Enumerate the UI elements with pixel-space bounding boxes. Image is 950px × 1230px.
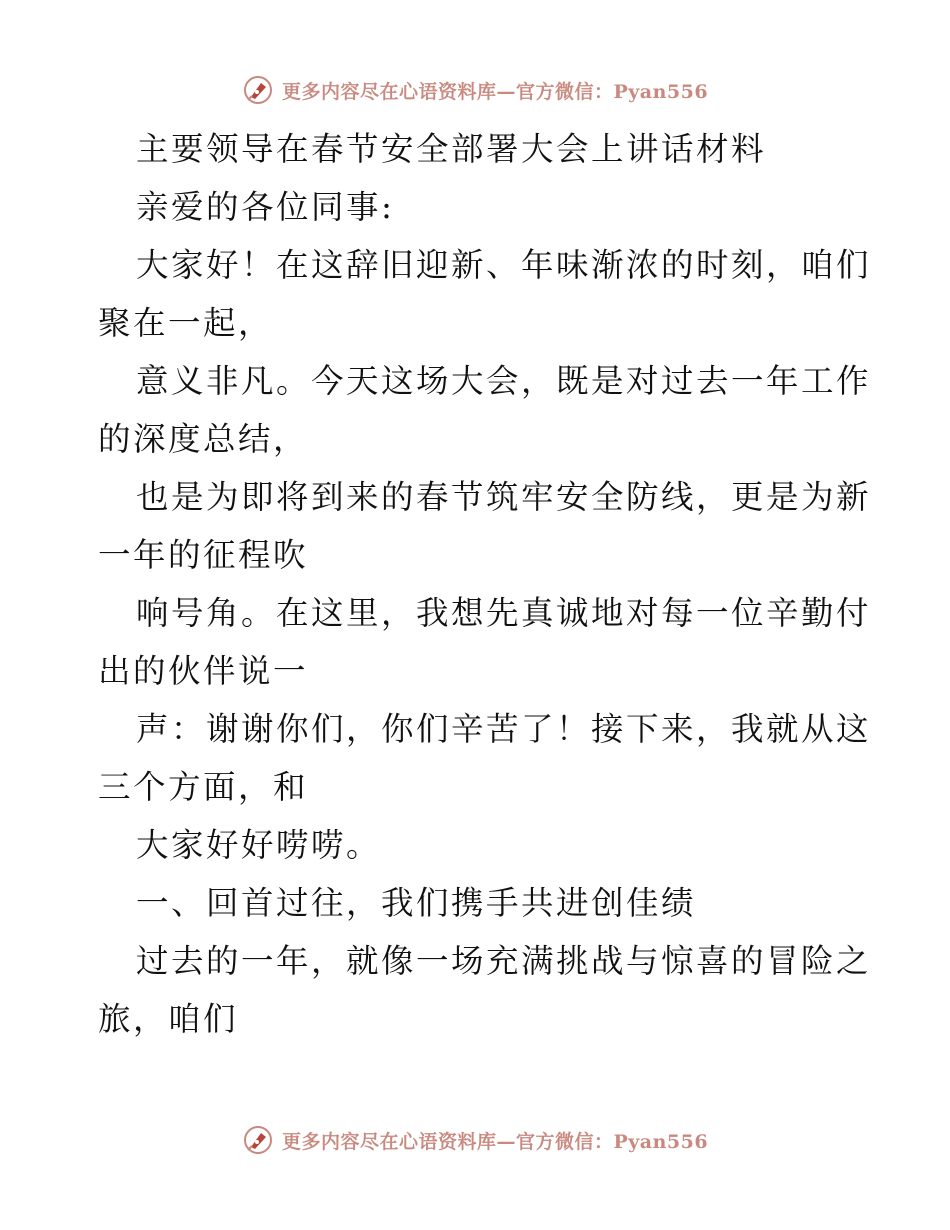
text-line: 过去的一年，就像一场充满挑战与惊喜的冒险之: [136, 942, 872, 980]
text-line: 出的伙伴说一: [98, 652, 309, 690]
pen-nib-circle-icon: [242, 1124, 274, 1156]
text-line: 的深度总结，: [98, 420, 309, 458]
text-line: 大家好好唠唠。: [136, 826, 382, 864]
text-line: 也是为即将到来的春节筑牢安全防线，更是为新: [136, 478, 872, 516]
text-line: 亲爱的各位同事:: [136, 188, 395, 226]
text-line: 旅，咱们: [98, 1000, 239, 1038]
footer-watermark: [0, 1120, 950, 1160]
text-line: 聚在一起，: [98, 304, 274, 342]
header-watermark: [0, 70, 950, 110]
text-line: 大家好！在这辞旧迎新、年味渐浓的时刻，咱们: [136, 246, 872, 284]
text-line: 一年的征程吹: [98, 536, 309, 574]
text-line: 意义非凡。今天这场大会，既是对过去一年工作: [136, 362, 872, 400]
text-line: 一、回首过往，我们携手共进创佳绩: [136, 884, 697, 922]
text-line: 声：谢谢你们，你们辛苦了！接下来，我就从这: [136, 710, 872, 748]
text-line: 三个方面，和: [98, 768, 309, 806]
document-body: [98, 120, 872, 1048]
pen-nib-circle-icon: [242, 74, 274, 106]
text-line: 响号角。在这里，我想先真诚地对每一位辛勤付: [136, 594, 872, 632]
watermark-text: 更多内容尽在心语资料库—官方微信：Pyan556: [281, 80, 709, 103]
watermark-text: 更多内容尽在心语资料库—官方微信：Pyan556: [281, 1130, 709, 1153]
text-line: 主要领导在春节安全部署大会上讲话材料: [136, 130, 767, 168]
